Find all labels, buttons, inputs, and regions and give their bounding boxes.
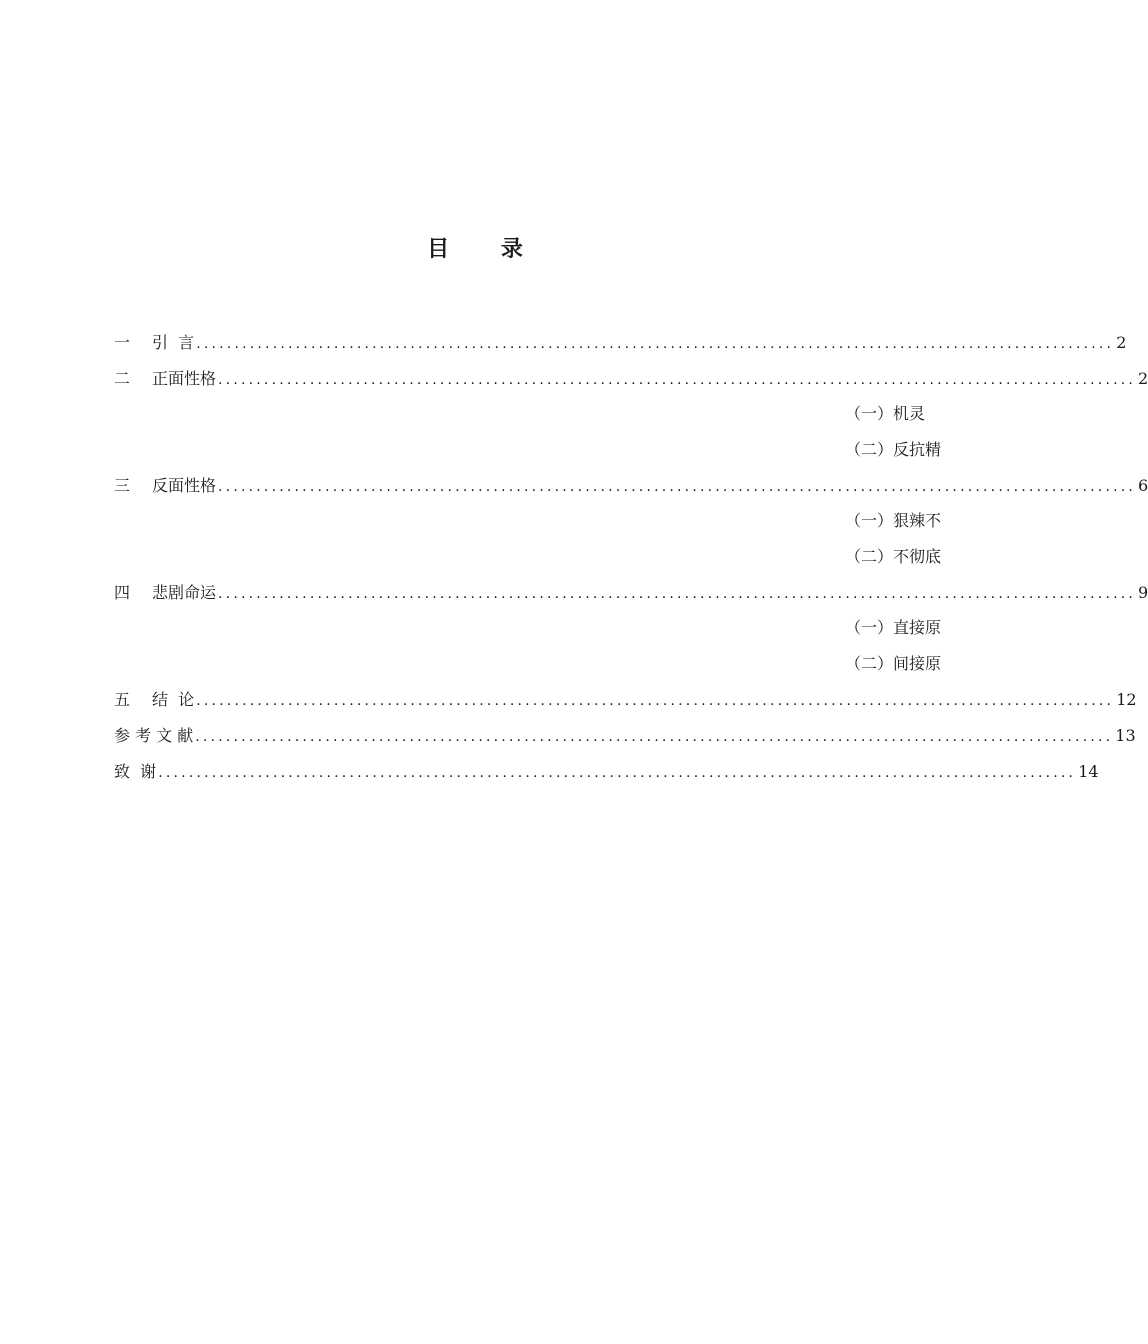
toc-leader-dots: ........................................................................................................................ bbox=[218, 586, 1137, 602]
toc-subentry[interactable]: （一）机灵 bbox=[845, 404, 926, 423]
toc-page-number: 2 bbox=[1138, 369, 1148, 388]
toc-leader-dots: ........................................................................................................................ bbox=[158, 765, 1077, 781]
toc-leader-dots: ........................................................................................................................ bbox=[196, 336, 1115, 352]
toc-label: 正面性格 bbox=[152, 369, 217, 388]
toc-subentry[interactable]: （一）狠辣不 bbox=[845, 511, 942, 530]
toc-label: 引 言 bbox=[152, 333, 195, 352]
toc-leader-dots: ........................................................................................................................ bbox=[196, 693, 1115, 709]
toc-entry-acknowledgements[interactable] bbox=[114, 759, 1099, 785]
toc-label: 致 谢 bbox=[114, 762, 157, 781]
toc-leader-dots: ........................................................................................................................ bbox=[218, 479, 1137, 495]
toc-label: 反面性格 bbox=[152, 476, 217, 495]
toc-page-number: 14 bbox=[1078, 762, 1099, 781]
toc-number: 一 bbox=[114, 333, 131, 352]
toc-leader-dots: ........................................................................................................................ bbox=[195, 729, 1114, 745]
toc-page-number: 2 bbox=[1116, 333, 1127, 352]
toc-page-number: 12 bbox=[1116, 690, 1137, 709]
toc-page-number: 13 bbox=[1115, 726, 1136, 745]
toc-entry-references[interactable] bbox=[114, 723, 1136, 749]
toc-entry-positive-character[interactable] bbox=[114, 366, 1148, 392]
toc-label: 悲剧命运 bbox=[152, 583, 217, 602]
page-title: 目 录 bbox=[427, 237, 545, 262]
toc-subentry[interactable]: （二）间接原 bbox=[845, 654, 942, 673]
toc-number: 四 bbox=[114, 583, 131, 602]
toc-label: 参 考 文 献 bbox=[114, 726, 194, 745]
toc-subentry[interactable]: （二）不彻底 bbox=[845, 547, 942, 566]
toc-number: 五 bbox=[114, 690, 131, 709]
toc-subentry[interactable]: （一）直接原 bbox=[845, 618, 942, 637]
toc-entry-conclusion[interactable] bbox=[114, 687, 1137, 713]
toc-subentry[interactable]: （二）反抗精 bbox=[845, 440, 942, 459]
toc-page-number: 9 bbox=[1138, 583, 1148, 602]
toc-entry-tragic-fate[interactable] bbox=[114, 580, 1148, 606]
toc-number: 三 bbox=[114, 476, 131, 495]
toc-label: 结 论 bbox=[152, 690, 195, 709]
toc-number: 二 bbox=[114, 369, 131, 388]
toc-page-number: 6 bbox=[1138, 476, 1148, 495]
toc-entry-introduction[interactable] bbox=[114, 330, 1127, 356]
toc-leader-dots: ........................................................................................................................ bbox=[218, 372, 1137, 388]
toc-entry-negative-character[interactable] bbox=[114, 473, 1148, 499]
